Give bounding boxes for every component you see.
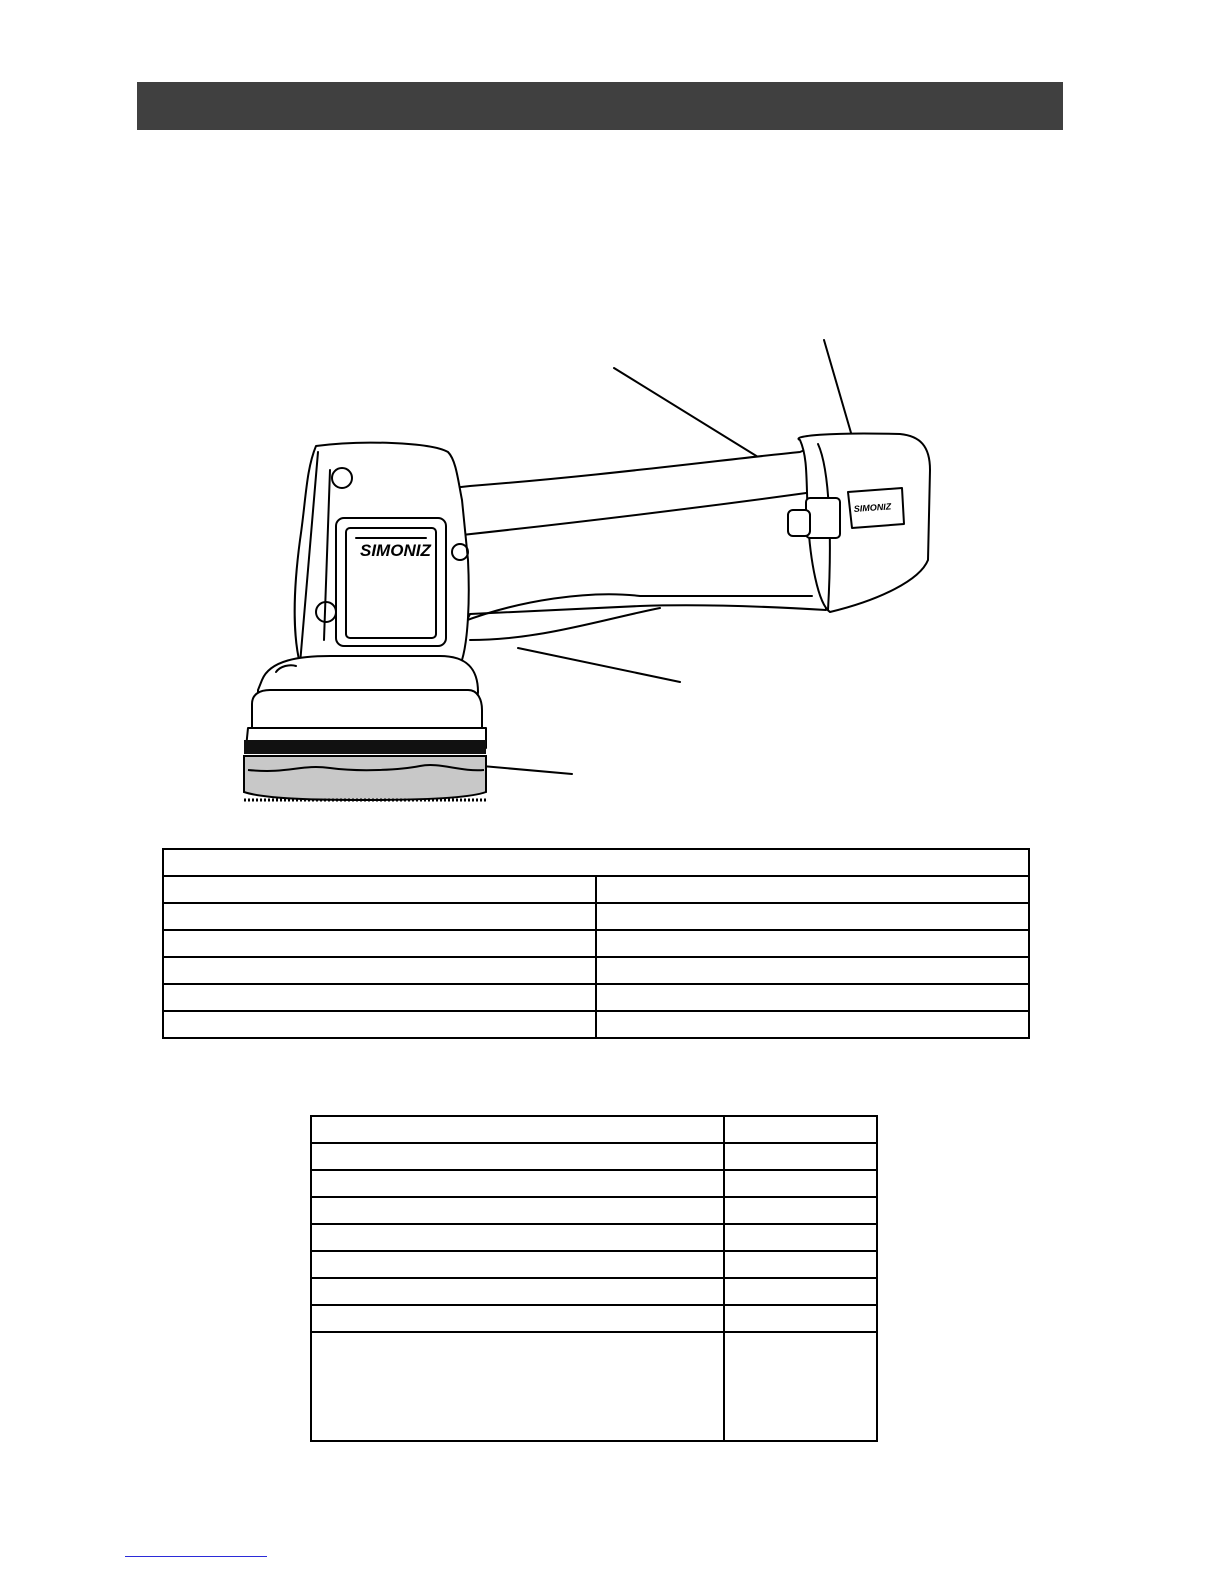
spec-value bbox=[596, 1011, 1029, 1038]
spec-label bbox=[163, 984, 596, 1011]
backing-pad bbox=[244, 756, 486, 800]
spec-table-header bbox=[163, 849, 1029, 876]
part-qty bbox=[724, 1170, 877, 1197]
part-name bbox=[311, 1278, 724, 1305]
part-qty bbox=[724, 1116, 877, 1143]
spec-label bbox=[163, 903, 596, 930]
footer-link-underline bbox=[125, 1556, 267, 1557]
spec-value bbox=[596, 984, 1029, 1011]
table-row bbox=[311, 1116, 877, 1143]
battery-release-button bbox=[806, 498, 840, 538]
table-row bbox=[163, 1011, 1029, 1038]
spec-label bbox=[163, 876, 596, 903]
part-name bbox=[311, 1116, 724, 1143]
table-row bbox=[311, 1170, 877, 1197]
specification-table bbox=[162, 848, 1030, 1039]
spec-value bbox=[596, 876, 1029, 903]
part-name bbox=[311, 1143, 724, 1170]
spec-value bbox=[596, 903, 1029, 930]
spec-label bbox=[163, 1011, 596, 1038]
part-name bbox=[311, 1251, 724, 1278]
handle-body bbox=[452, 440, 828, 630]
table-row bbox=[163, 876, 1029, 903]
parts-list-table bbox=[310, 1115, 878, 1442]
callout-line-trigger bbox=[518, 648, 680, 682]
part-qty bbox=[724, 1332, 877, 1441]
table-row bbox=[163, 984, 1029, 1011]
part-name bbox=[311, 1332, 724, 1441]
table-row bbox=[163, 957, 1029, 984]
callout-line-pad bbox=[482, 766, 572, 774]
part-qty bbox=[724, 1305, 877, 1332]
table-row bbox=[311, 1332, 877, 1441]
table-row bbox=[311, 1143, 877, 1170]
part-qty bbox=[724, 1278, 877, 1305]
spec-label bbox=[163, 930, 596, 957]
spec-table-header-row bbox=[163, 849, 1029, 876]
part-qty bbox=[724, 1143, 877, 1170]
part-qty bbox=[724, 1197, 877, 1224]
part-name bbox=[311, 1305, 724, 1332]
table-row bbox=[311, 1197, 877, 1224]
table-row bbox=[163, 903, 1029, 930]
battery-logo-text: SIMONIZ bbox=[853, 501, 892, 514]
spec-value bbox=[596, 957, 1029, 984]
part-name bbox=[311, 1170, 724, 1197]
spec-value bbox=[596, 930, 1029, 957]
part-name bbox=[311, 1224, 724, 1251]
table-row bbox=[311, 1251, 877, 1278]
head-logo-text: SIMONIZ bbox=[360, 541, 431, 560]
part-name bbox=[311, 1197, 724, 1224]
table-row bbox=[311, 1278, 877, 1305]
spec-label bbox=[163, 957, 596, 984]
part-qty bbox=[724, 1224, 877, 1251]
table-row bbox=[163, 930, 1029, 957]
part-qty bbox=[724, 1251, 877, 1278]
table-row bbox=[311, 1224, 877, 1251]
table-row bbox=[311, 1305, 877, 1332]
